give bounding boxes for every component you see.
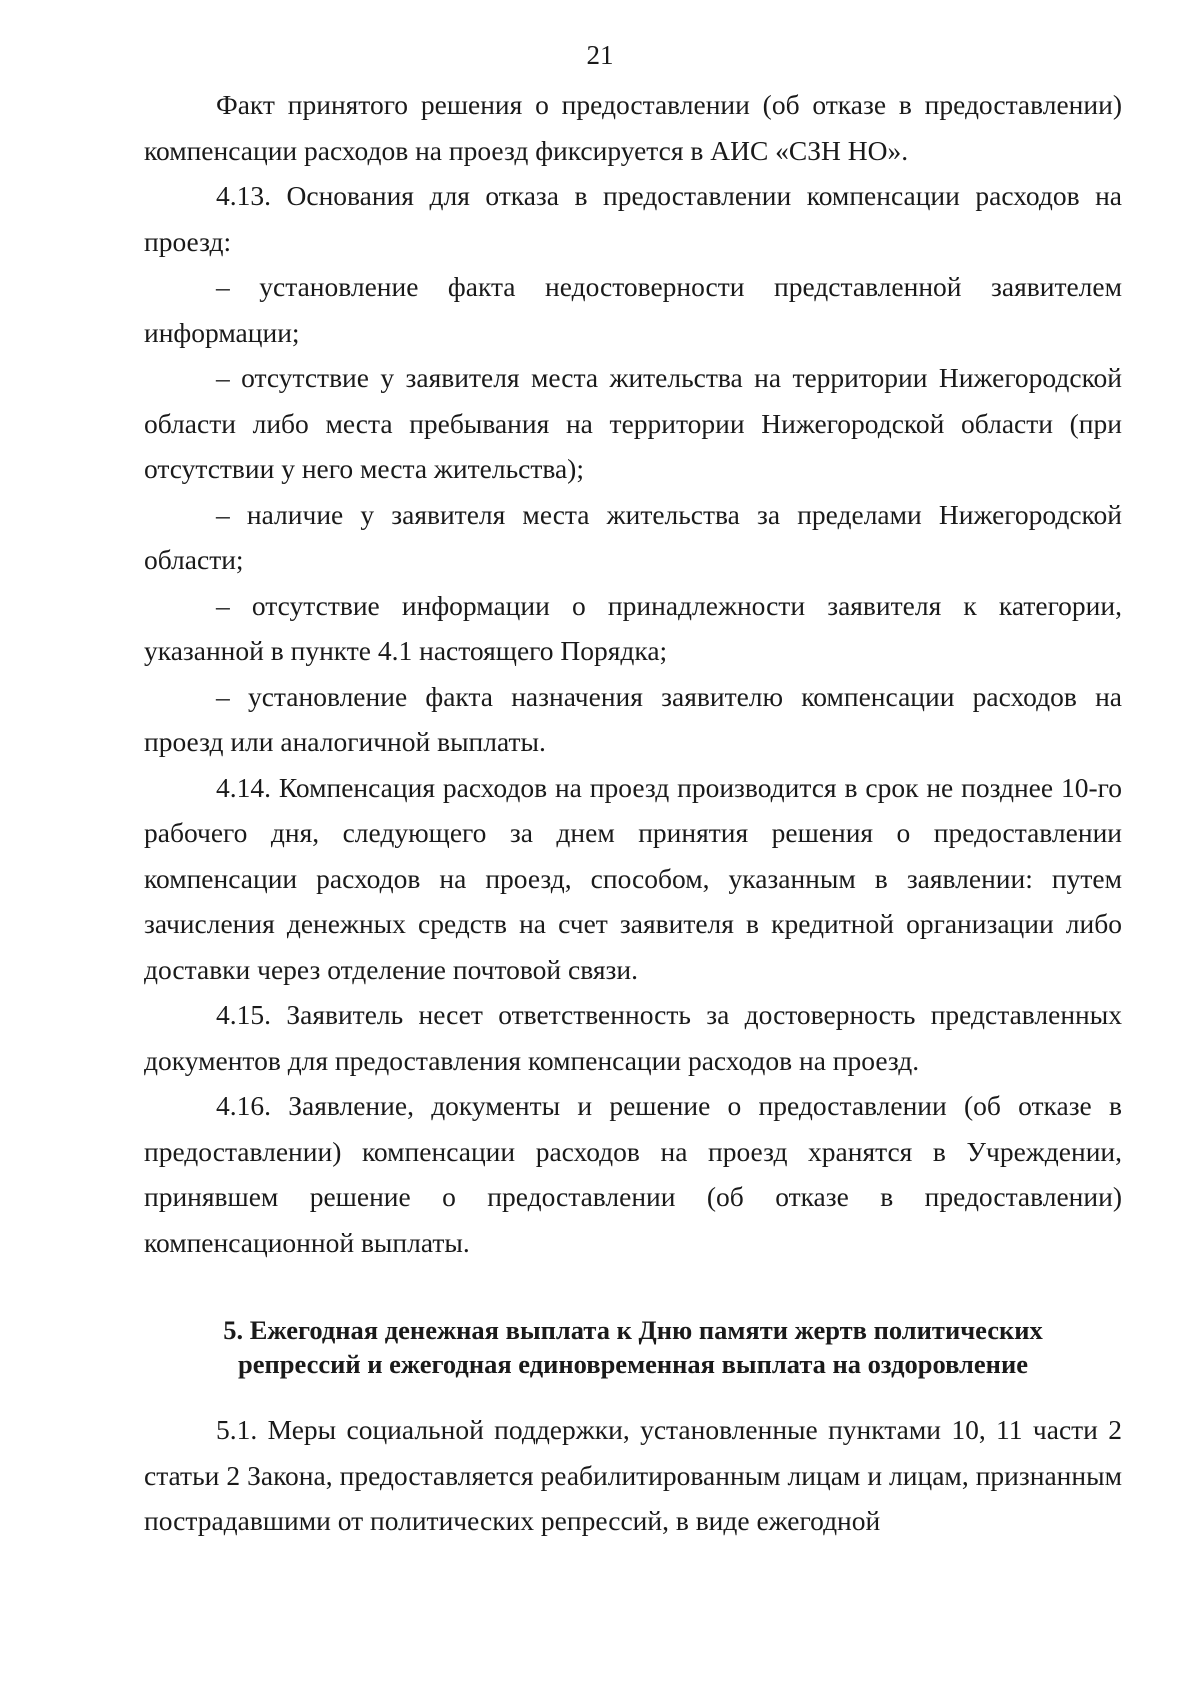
section-heading-line-1: 5. Ежегодная денежная выплата к Дню памяти жертв политических <box>223 1315 1043 1345</box>
paragraph-decision-recorded: Факт принятого решения о предоставлении (об отказе в предоставлении) компенсации расходов на проезд фиксируется в АИС «СЗН НО». <box>144 89 1122 166</box>
paragraph-5-1: 5.1. Меры социальной поддержки, установленные пунктами 10, 11 части 2 статьи 2 Закона, предоставляется реабилитированным лицам и лицам, признанным пострадавшими от политических репрессий, в виде ежегодной <box>144 1414 1122 1536</box>
paragraph-4-15: 4.15. Заявитель несет ответственность за достоверность представленных документов для предоставления компенсации расходов на проезд. <box>144 999 1122 1076</box>
page-number: 21 <box>586 40 614 70</box>
section-heading-line-2: репрессий и ежегодная единовременная выплата на оздоровление <box>238 1349 1028 1379</box>
list-item-no-category-info: – отсутствие информации о принадлежности заявителя к категории, указанной в пункте 4.1 настоящего Порядка; <box>144 589 1122 666</box>
list-item-unreliable-info: – установление факта недостоверности представленной заявителем информации; <box>144 271 1122 348</box>
paragraph-4-14: 4.14. Компенсация расходов на проезд производится в срок не позднее 10-го рабочего дня, следующего за днем принятия решения о предоставлении компенсации расходов на проезд, способом, указанным в заявлении: путем зачисления денежных средств на счет заявителя в кредитной организации либо доставки через отделение почтовой связи. <box>144 771 1122 985</box>
list-item-no-residence: – отсутствие у заявителя места жительства на территории Нижегородской области либо места пребывания на территории Нижегородской области (при отсутствии у него места жительства); <box>144 362 1122 484</box>
paragraph-4-16: 4.16. Заявление, документы и решение о предоставлении (об отказе в предоставлении) компенсации расходов на проезд хранятся в Учреждении, принявшем решение о предоставлении (об отказе в предоставлении) компенсационной выплаты. <box>144 1090 1122 1258</box>
document-body <box>144 82 1122 1544</box>
list-item-residence-outside: – наличие у заявителя места жительства за пределами Нижегородской области; <box>144 498 1122 575</box>
paragraph-4-13: 4.13. Основания для отказа в предоставлении компенсации расходов на проезд: <box>144 180 1122 257</box>
list-item-already-assigned: – установление факта назначения заявителю компенсации расходов на проезд или аналогичной выплаты. <box>144 680 1122 757</box>
section-heading <box>184 1313 1082 1381</box>
